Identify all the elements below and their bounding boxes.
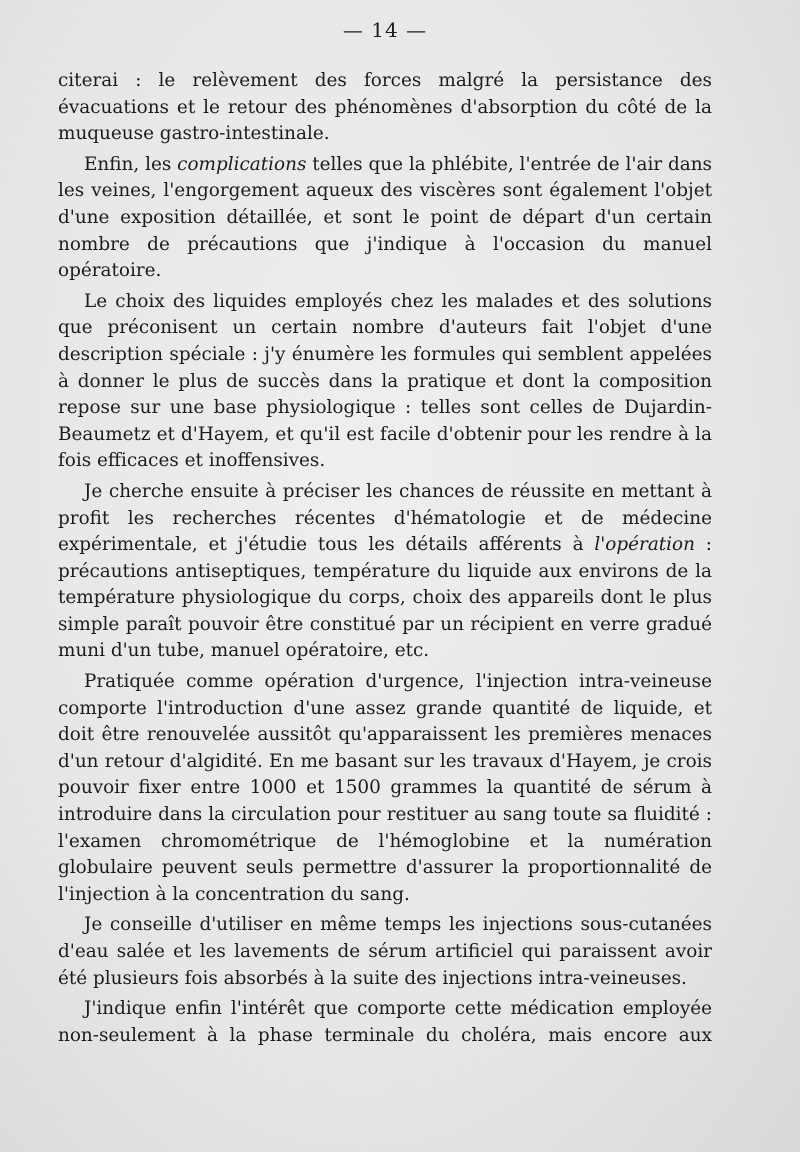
paragraph-text: telles que la phlébite, l'entrée de l'air dans les veines, l'engorgement aqueux des viscères sont également l'objet d'une exposition détaillée, et sont le point de départ d'un certain nombre de précautions que j'indique à l'occasion du manuel opératoire. [58, 153, 712, 282]
paragraph-5 [58, 669, 712, 908]
paragraph-text: Je conseille d'utiliser en même temps les injections sous-cutanées d'eau salée et les lavements de sérum artificiel qui paraissent avoir été plusieurs fois absorbés à la suite des injections intra-veineuses. [58, 914, 712, 989]
paragraph-3 [58, 289, 712, 475]
page-number: — 14 — [342, 18, 428, 42]
paragraph-4 [58, 479, 712, 665]
paragraph-text: J'indique enfin l'intérêt que comporte cette médication employée non-seulement à la phase terminale du choléra, mais encore aux [58, 998, 712, 1046]
document-page [58, 14, 712, 1053]
paragraph-text: Pratiquée comme opération d'urgence, l'injection intra-veineuse comporte l'introduction d'une assez grande quantité de liquide, et doit être renouvelée aussitôt qu'apparaissent les premières menaces d'un retour d'algidité. En me basant sur les travaux d'Hayem, je crois pouvoir fixer entre 1000 et 1500 grammes la quantité de sérum à introduire dans la circulation pour restituer au sang toute sa fluidité : l'examen chromométrique de l'hémoglobine et la numération globulaire peuvent seuls permettre d'assurer la proportionnalité de l'injection à la concentration du sang. [58, 671, 712, 905]
paragraph-text: : précautions antiseptiques, température du liquide aux environs de la température physiologique du corps, choix des appareils dont le plus simple paraît pouvoir être constitué par un récipient en verre gradué muni d'un tube, manuel opératoire, etc. [58, 534, 713, 662]
paragraph-text: citerai : le relèvement des forces malgré la persistance des évacuations et le retour des phénomènes d'absorption du côté de la muqueuse gastro-intestinale. [58, 70, 712, 145]
paragraph-text: Enfin, les [84, 153, 178, 175]
paragraph-2 [58, 152, 712, 285]
paragraph-7 [58, 996, 712, 1049]
italic-term: complications [177, 153, 307, 175]
paragraph-text: Je cherche ensuite à préciser les chances de réussite en mettant à profit les recherches récentes d'hématologie et de médecine expérimentale, et j'étudie tous les détails afférents à [58, 480, 712, 556]
paragraph-text: Le choix des liquides employés chez les malades et des solutions que préconisent un certain nombre d'auteurs fait l'objet d'une description spéciale : j'y énumère les formules qui semblent appelées à donner le plus de succès dans la pratique et dont la composition repose sur une base physiologique : telles sont celles de Dujardin-Beaumetz et d'Hayem, et qu'il est facile d'obtenir pour les rendre à la fois efficaces et inoffensives. [58, 290, 712, 472]
paragraph-6 [58, 912, 712, 992]
paragraph-1 [58, 68, 712, 148]
italic-term: l'opération [594, 534, 695, 556]
